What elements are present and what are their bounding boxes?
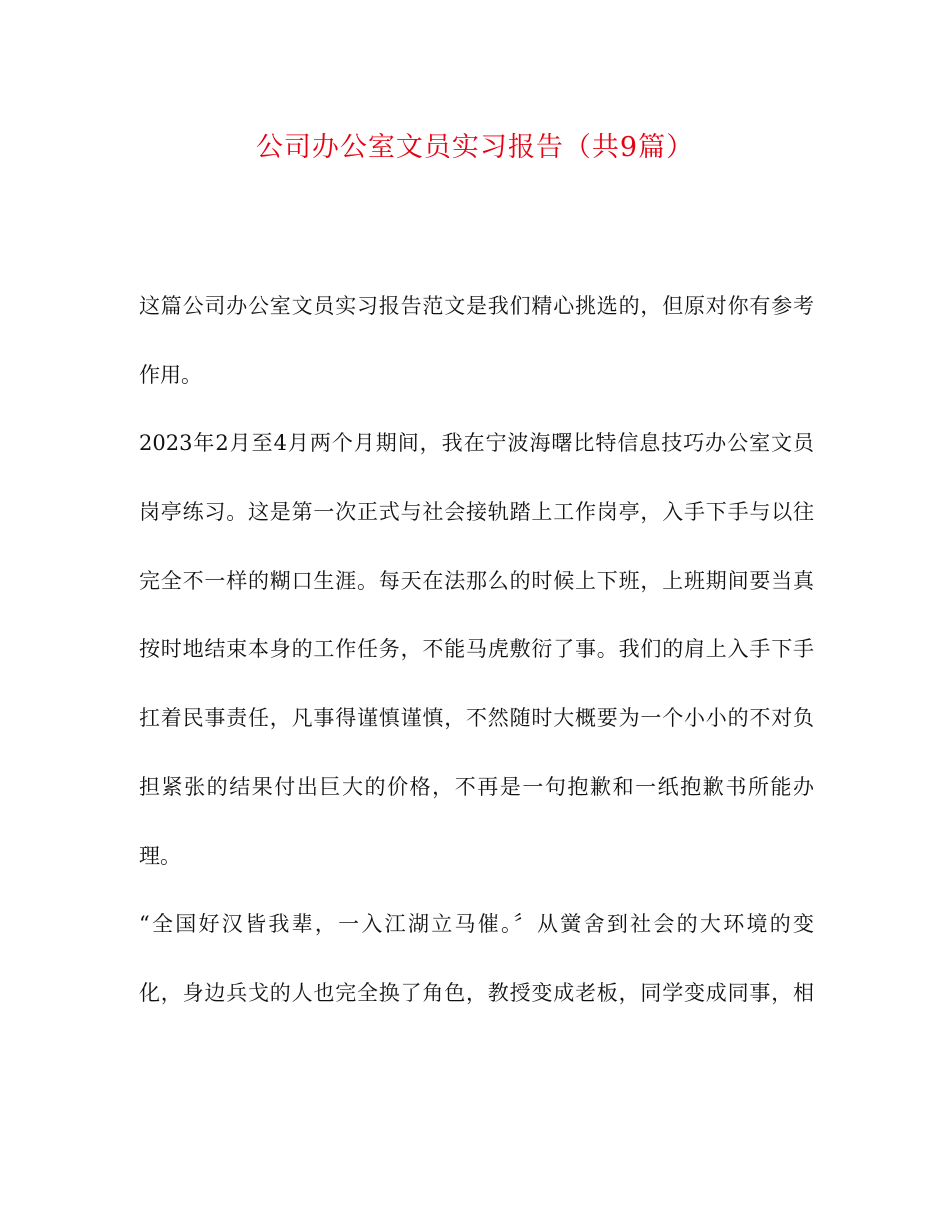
paragraph-line: 2023年2月至4月两个月期间，我在宁波海曙比特信息技巧办公室文员 bbox=[139, 431, 814, 456]
paragraph-line: 完全不一样的糊口生涯。每天在法那么的时候上下班，上班期间要当真 bbox=[139, 568, 814, 593]
document-title: 公司办公室文员实习报告（共9篇） bbox=[255, 132, 695, 163]
paragraph-line: 化，身边兵戈的人也完全换了角色，教授变成老板，同学变成同事，相 bbox=[139, 980, 814, 1005]
paragraph-line: 这篇公司办公室文员实习报告范文是我们精心挑选的，但原对你有参考 bbox=[139, 294, 814, 318]
paragraph-line: 担紧张的结果付出巨大的价格，不再是一句抱歉和一纸抱歉书所能办 bbox=[139, 774, 814, 799]
paragraph-line: 扛着民事责任，凡事得谨慎谨慎，不然随时大概要为一个小小的不对负 bbox=[139, 706, 814, 731]
document-body bbox=[139, 286, 814, 1042]
paragraph-line: 岗亭练习。这是第一次正式与社会接轨踏上工作岗亭，入手下手与以往 bbox=[139, 500, 814, 525]
paragraph-line: 按时地结束本身的工作任务，不能马虎敷衍了事。我们的肩上入手下手 bbox=[139, 637, 814, 662]
paragraph-line: 理。 bbox=[139, 843, 181, 868]
paragraph-line: “全国好汉皆我辈，一入江湖立马催。〞从黉舍到社会的大环境的变 bbox=[139, 912, 814, 937]
paragraph-line: 作用。 bbox=[139, 362, 202, 387]
